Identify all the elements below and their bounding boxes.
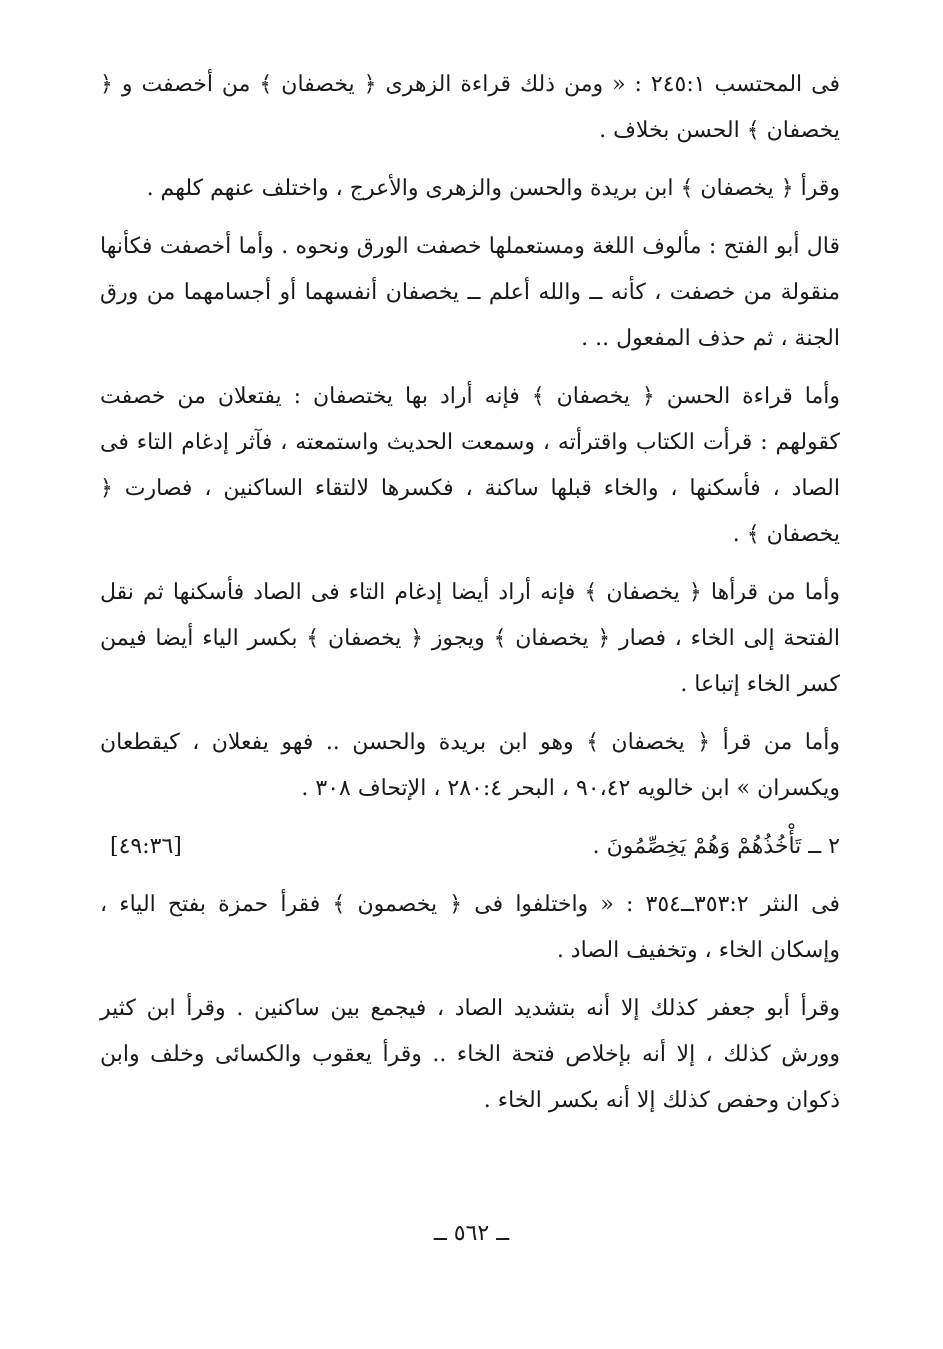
paragraph-hasan-reading: وأما قراءة الحسن ﴿ يخصفان ﴾ فإنه أراد بها يختصفان : يفتعلان من خصفت كقولهم : قرأت الكتاب واقترأته ، وسمعت الحديث واستمعته ، فآثر إدغام التاء فى الصاد ، فأسكنها ، والخاء قبلها ساكنة ، فكسرها لالتقاء الساكنين ، فصارت ﴿ يخصفان ﴾ . (100, 384, 840, 547)
paragraph-abu-alfath: قال أبو الفتح : مألوف اللغة ومستعملها خصفت الورق ونحوه . وأما أخصفت فكأنها منقولة من خصفت ، كأنه ــ والله أعلم ــ يخصفان أنفسهما أو أجسامهما من ورق الجنة ، ثم حذف المفعول .. . (100, 234, 840, 351)
page-number: ــ ٥٦٢ ــ (433, 1221, 510, 1246)
paragraph-muhtasab: فى المحتسب ٢٤٥:١ : « ومن ذلك قراءة الزهرى ﴿ يخصفان ﴾ من أخصفت و ﴿ يخصفان ﴾ الحسن بخلاف . (100, 72, 840, 143)
page-body (100, 62, 840, 1136)
paragraph-readers: وقرأ ﴿ يخصفان ﴾ ابن بريدة والحسن والزهرى والأعرج ، واختلف عنهم كلهم . (146, 176, 840, 201)
verse-reference: [٤٩:٣٦] (110, 834, 182, 859)
paragraph-ibn-burayda: وأما من قرأ ﴿ يخصفان ﴾ وهو ابن بريدة والحسن .. فهو يفعلان ، كيقطعان ويكسران » ابن خالويه ٩٠،٤٢ ، البحر ٢٨٠:٤ ، الإتحاف ٣٠٨ . (100, 730, 840, 801)
paragraph-nashr: فى النثر ٣٥٣:٢ــ٣٥٤ : « واختلفوا فى ﴿ يخصمون ﴾ فقرأ حمزة بفتح الياء ، وإسكان الخاء ، وتخفيف الصاد . (100, 892, 840, 963)
verse-heading (100, 824, 840, 870)
paragraph-abu-jafar: وقرأ أبو جعفر كذلك إلا أنه بتشديد الصاد ، فيجمع بين ساكنين . وقرأ ابن كثير وورش كذلك ، إلا أنه بإخلاص فتحة الخاء .. وقرأ يعقوب والكسائى وخلف وابن ذكوان وحفص كذلك إلا أنه بكسر الخاء . (100, 996, 840, 1113)
verse-text: ٢ ــ تَأْخُذُهُمْ وَهُمْ يَخِصِّمُونَ . (592, 834, 840, 859)
paragraph-idgham: وأما من قرأها ﴿ يخصفان ﴾ فإنه أراد أيضا إدغام التاء فى الصاد فأسكنها ثم نقل الفتحة إلى الخاء ، فصار ﴿ يخصفان ﴾ ويجوز ﴿ يخصفان ﴾ بكسر الياء أيضا فيمن كسر الخاء إتباعا . (100, 580, 840, 697)
